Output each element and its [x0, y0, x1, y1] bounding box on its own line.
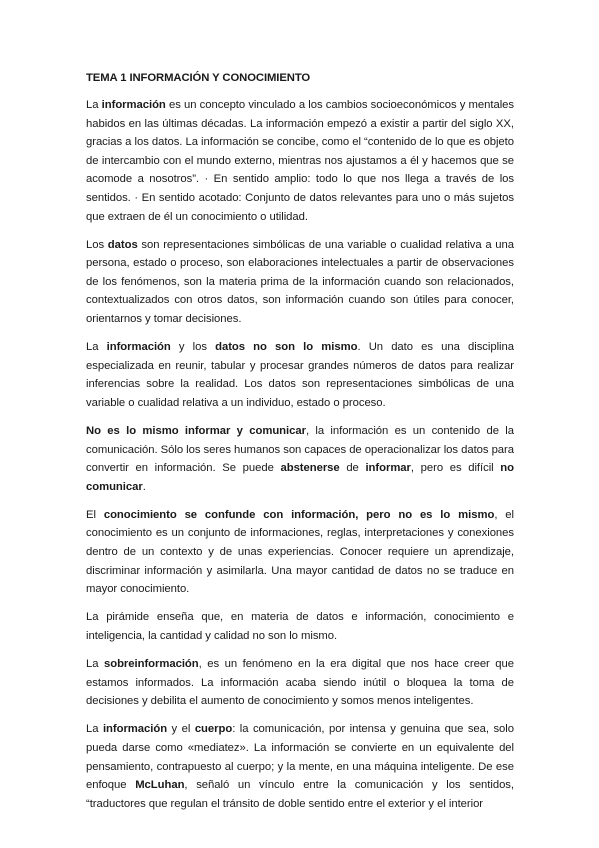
- text-run: : la comunicación, por intensa y genuina que sea, solo pueda darse como «mediatez». La información se convierte en un equivalente del pensamiento, contrapuesto al cuerpo; y la mente, en una máquina inteligente. De ese enfoque: [86, 723, 514, 792]
- text-run: , la información es un contenido de la comunicación. Sólo los seres humanos son capaces de operacionalizar los datos para convertir en información. Se puede: [86, 425, 514, 475]
- bold-text: información: [106, 341, 171, 354]
- paragraph: [86, 506, 514, 599]
- paragraph: [86, 236, 514, 329]
- paragraph: [86, 338, 514, 412]
- paragraph: [86, 720, 514, 813]
- bold-text: sobreinformación: [104, 658, 199, 671]
- text-run: y el: [167, 723, 195, 736]
- bold-text: datos no son lo mismo: [215, 341, 358, 354]
- text-run: de: [339, 462, 366, 475]
- bold-text: McLuhan: [135, 779, 185, 792]
- text-run: La: [86, 341, 107, 354]
- text-run: La: [86, 99, 102, 111]
- text-run: es un concepto vinculado a los cambios socioeconómicos y mentales habidos en las últimas décadas. La información empezó a existir a partir del siglo XX, gracias a los datos. La información se concibe, como el “contenido de lo que es objeto de intercambio con el mundo externo, mientras nos ajustamos a él y hacemos que se acomode a nosotros”. · En sentido amplio: todo lo que nos llega a través de los sentidos. · En sentido acotado: Conjunto de datos relevantes para uno o más sujetos que extraen de él un conocimiento o utilidad.: [86, 99, 514, 223]
- text-run: La: [86, 658, 104, 671]
- text-run: , el conocimiento es un conjunto de informaciones, reglas, interpretaciones y conexiones dentro de un contexto y de unas experiencias. Conocer requiere un aprendizaje, discriminar información y asimilarla. Una mayor cantidad de datos no se traduce en mayor conocimiento.: [86, 508, 514, 596]
- bold-text: datos: [107, 238, 138, 251]
- paragraph: [86, 655, 514, 711]
- bold-text: conocimiento se confunde con información, pero no es lo mismo: [103, 508, 495, 521]
- text-run: La pirámide enseña que, en materia de datos e información, conocimiento e inteligencia, la cantidad y calidad no son lo mismo.: [86, 611, 514, 642]
- text-run: El: [86, 508, 104, 521]
- bold-text: cuerpo: [194, 723, 233, 736]
- paragraph: [86, 608, 514, 645]
- bold-text: información: [102, 723, 168, 736]
- bold-text: informar: [365, 462, 411, 475]
- bold-text: abstenerse: [280, 462, 340, 475]
- paragraph: [86, 422, 514, 496]
- bold-text: información: [101, 99, 166, 111]
- text-run: . Un dato es una disciplina especializada en reunir, tabular y procesar grandes números de datos para realizar inferencias sobre la realidad. Los datos son representaciones simbólicas de una variable o cualidad relativa a un individuo, estado o proceso.: [86, 341, 514, 409]
- document-body: [86, 96, 514, 813]
- text-run: .: [142, 480, 146, 493]
- text-run: , es un fenómeno en la era digital que nos hace creer que estamos informados. La información acaba siendo inútil o bloquea la toma de decisiones y debilita el aumento de conocimiento y somos menos inteligentes.: [86, 658, 514, 708]
- text-run: y los: [170, 341, 216, 354]
- text-run: , señaló un vínculo entre la comunicación y los sentidos, “traductores que regulan el tránsito de doble sentido entre el exterior y el interior: [86, 779, 514, 810]
- text-run: , pero es difícil: [410, 462, 501, 475]
- document-title: TEMA 1 INFORMACIÓN Y CONOCIMIENTO: [86, 72, 311, 84]
- text-run: La: [86, 723, 103, 736]
- bold-text: no comunicar: [86, 462, 514, 493]
- paragraph: [86, 96, 514, 226]
- bold-text: No es lo mismo informar y comunicar: [86, 425, 306, 437]
- text-run: Los: [86, 238, 108, 251]
- text-run: son representaciones simbólicas de una variable o cualidad relativa a una persona, estado o proceso, son elaboraciones intelectuales a partir de observaciones de los fenómenos, son la materia prima de la información cuando son relacionados, contextualizados con otros datos, son información cuando son útiles para conocer, orientarnos y tomar decisiones.: [86, 238, 515, 326]
